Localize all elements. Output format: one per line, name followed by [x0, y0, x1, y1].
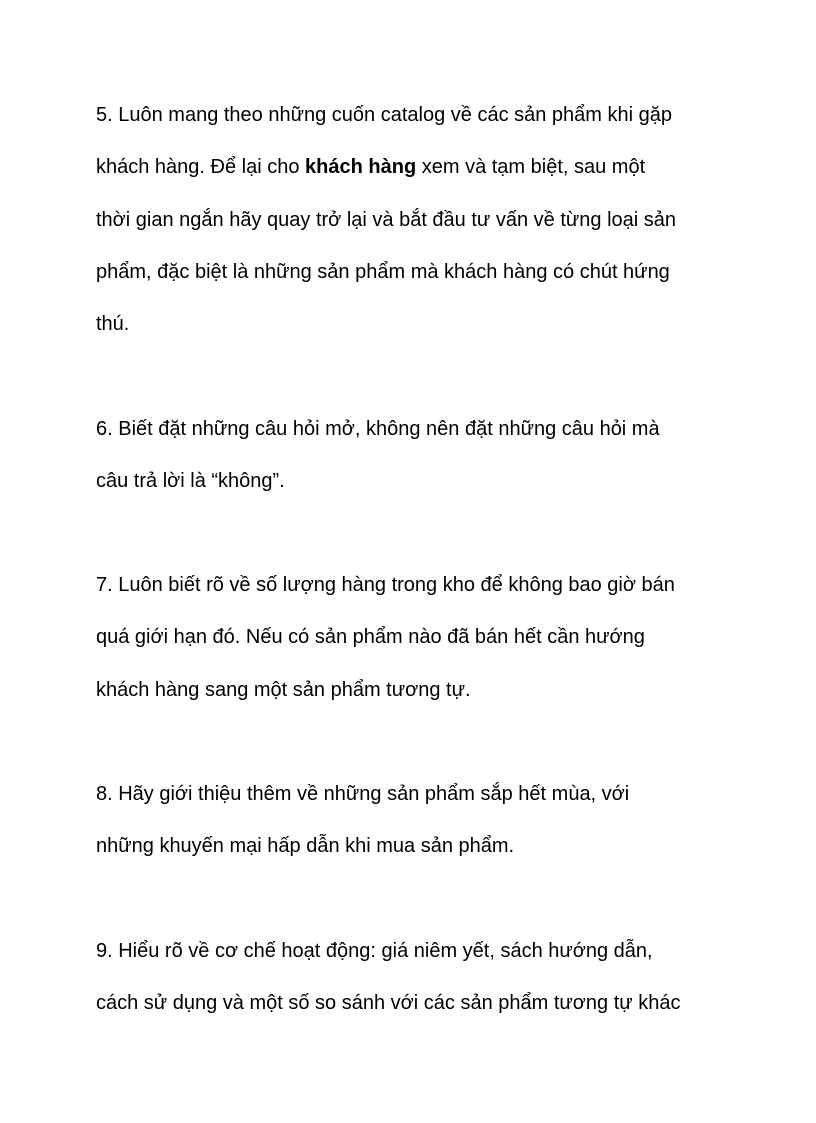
- bold-khach-hang: khách hàng: [305, 156, 417, 178]
- paragraph-5-line-5: thú.: [96, 313, 130, 335]
- paragraph-5-line-2: [96, 155, 645, 179]
- paragraph-9-line-2: cách sử dụng và một số so sánh với các sản phẩm tương tự khác: [96, 992, 681, 1014]
- paragraph-8-line-2: những khuyến mại hấp dẫn khi mua sản phẩm.: [96, 835, 515, 857]
- paragraph-8-line-1: 8. Hãy giới thiệu thêm về những sản phẩm sắp hết mùa, với: [96, 783, 630, 805]
- paragraph-6-line-2: câu trả lời là “không”.: [96, 470, 285, 492]
- paragraph-5-line-2-end: xem và tạm biệt, sau một: [416, 156, 646, 178]
- paragraph-7-line-3: khách hàng sang một sản phẩm tương tự.: [96, 679, 471, 701]
- paragraph-7-line-2: quá giới hạn đó. Nếu có sản phẩm nào đã bán hết cần hướng: [96, 626, 645, 648]
- paragraph-6-line-1: 6. Biết đặt những câu hỏi mở, không nên đặt những câu hỏi mà: [96, 418, 660, 440]
- paragraph-5-line-2-start: khách hàng. Để lại cho: [96, 156, 306, 178]
- paragraph-5-line-3: thời gian ngắn hãy quay trở lại và bắt đầu tư vấn về từng loại sản: [96, 209, 677, 231]
- paragraph-5-line-4: phẩm, đặc biệt là những sản phẩm mà khách hàng có chút hứng: [96, 261, 670, 283]
- paragraph-9-line-1: 9. Hiểu rõ về cơ chế hoạt động: giá niêm yết, sách hướng dẫn,: [96, 940, 653, 962]
- paragraph-5-line-1: 5. Luôn mang theo những cuốn catalog về các sản phẩm khi gặp: [96, 104, 673, 126]
- paragraph-7-line-1: 7. Luôn biết rõ về số lượng hàng trong kho để không bao giờ bán: [96, 574, 675, 596]
